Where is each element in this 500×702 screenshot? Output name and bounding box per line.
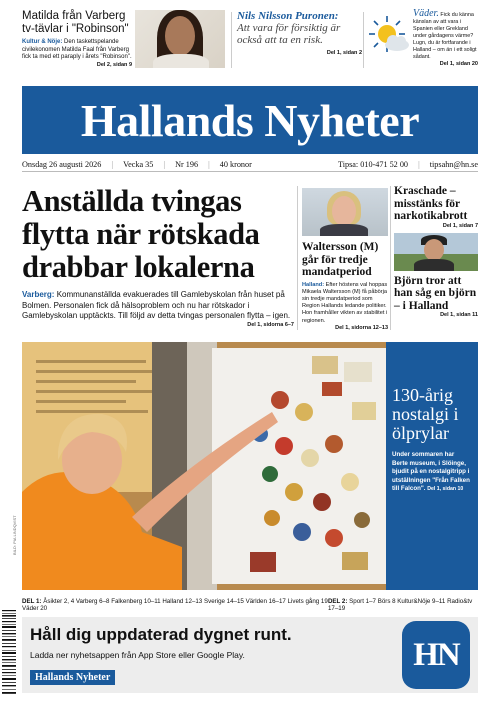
teaser-column-quote: Att vara för försiktig är också att ta en risk.: [237, 22, 341, 46]
side-stories: [394, 185, 478, 318]
sun-cloud-icon: [367, 14, 411, 58]
teaser-weather-ref: Del 1, sidan 20: [439, 61, 478, 67]
teaser-robinson-title: Matilda från Varberg tv-tävlar i "Robinson": [22, 10, 129, 35]
crash-ref: Del 1, sidan 7: [442, 222, 478, 229]
top-teasers: [22, 10, 478, 72]
waltersson-tag: Halland:: [302, 281, 325, 288]
teaser-column-ref: Del 1, sidan 2: [326, 50, 362, 56]
dateline: Onsdag 26 augusti 2026 | Vecka 35 | Nr 196 | 40 kronor Tipsa: 010-471 52 00 | tipsahn@hn.se: [22, 158, 478, 172]
teaser-robinson-text: [22, 39, 132, 62]
teaser-weather[interactable]: [367, 10, 478, 72]
issue-week: Vecka 35: [123, 160, 154, 169]
teaser-robinson-body: Den taskettspelande civilekonomen Matilda Faal från Varberg fick ta med ett paraply i årets "Robinson".: [22, 39, 132, 60]
feature-body: Under sommaren har Berte museum, i Slöinge, bjudit på en nostalgitripp i utställningen "Från Falken till Falcon".: [392, 451, 470, 492]
bjorn-photo: [394, 233, 478, 271]
teaser-weather-body: Fick du känna känslan av att vara i Spanien eller Grekland under gårdagens värme? Lugn, du är fortfarande i Halland – om än i ett soligt sådant.: [413, 12, 477, 60]
waltersson-photo: [302, 188, 388, 236]
divider: [390, 186, 391, 330]
story-bear[interactable]: [394, 275, 478, 319]
lead-body: Kommunanställda evakuerades till Gamlebyskolan från huset på Bolmen. Personalen fick då hälsoproblem och nu har rötskador i Gamlebyskolan upptäckts. Till följd av detta tvingas personalen flytta – igen.: [22, 290, 291, 320]
feature-headline: 130-årig nostalgi i ölprylar: [392, 385, 459, 443]
masthead: [22, 86, 478, 154]
divider: [297, 186, 298, 330]
photo-credit: BILD: PIA LINDQVIST: [12, 515, 17, 555]
bear-ref: Del 1, sidan 11: [440, 312, 478, 318]
teaser-robinson-tag: Kultur & Nöje:: [22, 39, 63, 45]
ad-text: Ladda ner nyhetsappen från App Store eller Google Play.: [30, 650, 245, 660]
contents-bar: [22, 599, 478, 611]
teaser-robinson-ref: Del 2, sidan 9: [96, 61, 132, 68]
crash-headline: Kraschade – misstänks för narkotikabrott: [394, 185, 468, 222]
bear-headline: Björn tror att han såg en björn – i Halland: [394, 274, 477, 312]
del1-contents: Åsikter 2, 4 Varberg 6–8 Falkenberg 10–11 Halland 12–13 Sverige 14–15 Världen 16–17 Livets gång 19 Väder 20: [22, 598, 328, 612]
feature-text: [392, 451, 470, 494]
teaser-robinson[interactable]: [22, 10, 132, 68]
divider: [231, 12, 232, 68]
teaser-robinson-photo: [135, 10, 225, 68]
lead-story[interactable]: [22, 185, 294, 328]
waltersson-body: Efter höstens val hoppas Mikaela Waltersson (M) få påbörja sin tredje mandatperiod som Region Hallands ledande politiker. Hon framhåller vikten av stabilitet i regionen.: [302, 281, 388, 324]
masthead-title: Hallands Nyheter: [80, 94, 420, 146]
story-crash[interactable]: [394, 185, 478, 229]
lead-ref: Del 1, sidorna 6–7: [247, 321, 294, 328]
feature-photo[interactable]: [22, 342, 386, 590]
waltersson-ref: Del 1, sidorna 12–13: [335, 324, 388, 331]
teaser-column-author: Nils Nilsson Puronen:: [237, 10, 339, 22]
issue-number: Nr 196: [175, 160, 199, 169]
tips-phone: Tipsa: 010-471 52 00: [338, 160, 409, 169]
teaser-weather-text: [413, 10, 478, 68]
ad-brand: Hallands Nyheter: [30, 670, 115, 685]
teaser-column[interactable]: [237, 10, 362, 56]
issue-date: Onsdag 26 augusti 2026: [22, 160, 102, 169]
del2-label: DEL 2:: [327, 598, 348, 605]
tips-email[interactable]: tipsahn@hn.se: [429, 160, 478, 169]
feature-box[interactable]: [386, 342, 478, 590]
app-ad[interactable]: [22, 617, 478, 693]
hn-app-icon[interactable]: HN: [402, 621, 470, 689]
waltersson-headline: Waltersson (M) går för tredje mandatperiod: [302, 241, 379, 278]
barcode-icon: [2, 608, 20, 696]
waltersson-text: [302, 282, 388, 325]
del2-contents: Sport 1–7 Börs 8 Kultur&Nöje 9–11 Radio&tv 17–19: [327, 598, 473, 612]
feature-ref: Del 1, sidan 10: [427, 486, 464, 492]
lead-place: Varberg:: [22, 290, 55, 299]
lead-text: [22, 290, 294, 322]
story-waltersson[interactable]: [302, 188, 388, 331]
lead-headline: Anställda tvingas flytta när rötskada drabbar lokalerna: [22, 184, 260, 284]
teaser-weather-label: Väder.: [413, 8, 439, 19]
del1-label: DEL 1:: [22, 598, 42, 605]
divider: [363, 12, 364, 68]
issue-price: 40 kronor: [219, 160, 252, 169]
ad-headline: Håll dig uppdaterad dygnet runt.: [30, 625, 292, 644]
